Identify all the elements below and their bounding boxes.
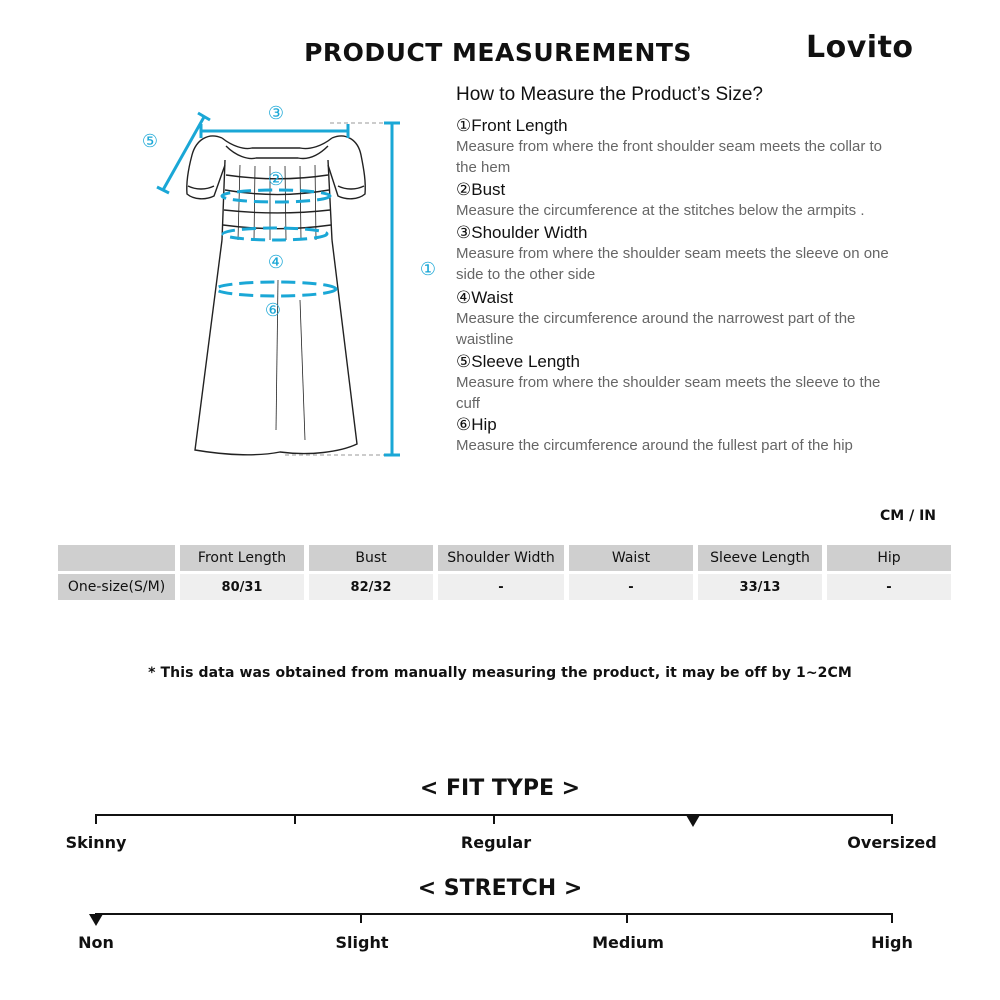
guide-item-desc: Measure from where the shoulder seam meets the sleeve on one side to the other side [456,245,889,283]
table-cell: 82/32 [309,574,433,600]
page-title: PRODUCT MEASUREMENTS [304,38,692,67]
table-row [58,574,951,600]
table-header-row [58,545,951,571]
guide-item-desc: Measure from where the shoulder seam meets the sleeve to the cuff [456,374,881,412]
table-header-cell: Shoulder Width [438,545,564,571]
table-header-cell: Front Length [180,545,304,571]
guide-item-desc: Measure from where the front shoulder seam meets the collar to the hem [456,138,883,176]
fit-type-title: < FIT TYPE > [419,776,581,801]
callout-bust: ② [267,169,285,190]
table-header-cell: Hip [827,545,951,571]
guide-item-shoulder-width [456,223,896,285]
guide-item-front-length [456,116,896,178]
stretch-label-high: High [871,933,913,952]
callout-front-length: ① [419,259,437,280]
table-header-cell: Sleeve Length [698,545,822,571]
unit-label: CM / IN [880,508,936,524]
guide-heading: How to Measure the Product’s Size? [456,84,763,105]
brand-logo: Lovito [806,30,914,65]
guide-item-title: ④Waist [456,288,514,307]
stretch-label-medium: Medium [592,933,664,952]
stretch-label-non: Non [78,933,114,952]
fit-type-label-skinny: Skinny [65,833,127,852]
table-header-cell: Bust [309,545,433,571]
fit-type-label-regular: Regular [460,833,532,852]
table-cell-size: One-size(S/M) [58,574,175,600]
table-cell: 80/31 [180,574,304,600]
guide-item-waist [456,288,896,350]
guide-item-title: ②Bust [456,180,506,199]
table-header-cell [58,545,175,571]
measurement-note: * This data was obtained from manually measuring the product, it may be off by 1~2CM [148,665,852,681]
fit-type-tick [891,814,893,824]
stretch-tick [891,913,893,923]
callout-waist: ④ [267,252,285,273]
measure-guides [157,113,400,455]
size-table [53,542,956,603]
table-cell: 33/13 [698,574,822,600]
fit-type-tick [294,814,296,824]
dress-diagram [130,95,450,465]
callout-hip: ⑥ [264,300,282,321]
table-cell: - [438,574,564,600]
stretch-tick [626,913,628,923]
table-header-cell: Waist [569,545,693,571]
stretch-tick [360,913,362,923]
stretch-scale-line [95,913,893,915]
guide-item-title: ①Front Length [456,116,568,135]
callout-sleeve-length: ⑤ [141,131,159,152]
guide-item-title: ⑤Sleeve Length [456,352,580,371]
table-cell: - [569,574,693,600]
guide-item-desc: Measure the circumference around the narrowest part of the waistline [456,310,856,348]
guide-item-desc: Measure the circumference at the stitches below the armpits . [456,202,865,219]
guide-item-sleeve-length [456,352,896,414]
table-cell: - [827,574,951,600]
stretch-label-slight: Slight [335,933,389,952]
fit-type-marker [686,815,700,827]
guide-item-title: ⑥Hip [456,415,497,434]
fit-type-label-oversized: Oversized [847,833,937,852]
fit-type-tick [493,814,495,824]
guide-item-desc: Measure the circumference around the fullest part of the hip [456,437,853,454]
stretch-marker [89,914,103,926]
stretch-title: < STRETCH > [417,876,583,901]
fit-type-tick [95,814,97,824]
guide-item-title: ③Shoulder Width [456,223,588,242]
guide-item-bust [456,180,896,221]
callout-shoulder-width: ③ [267,103,285,124]
guide-item-hip [456,415,896,456]
